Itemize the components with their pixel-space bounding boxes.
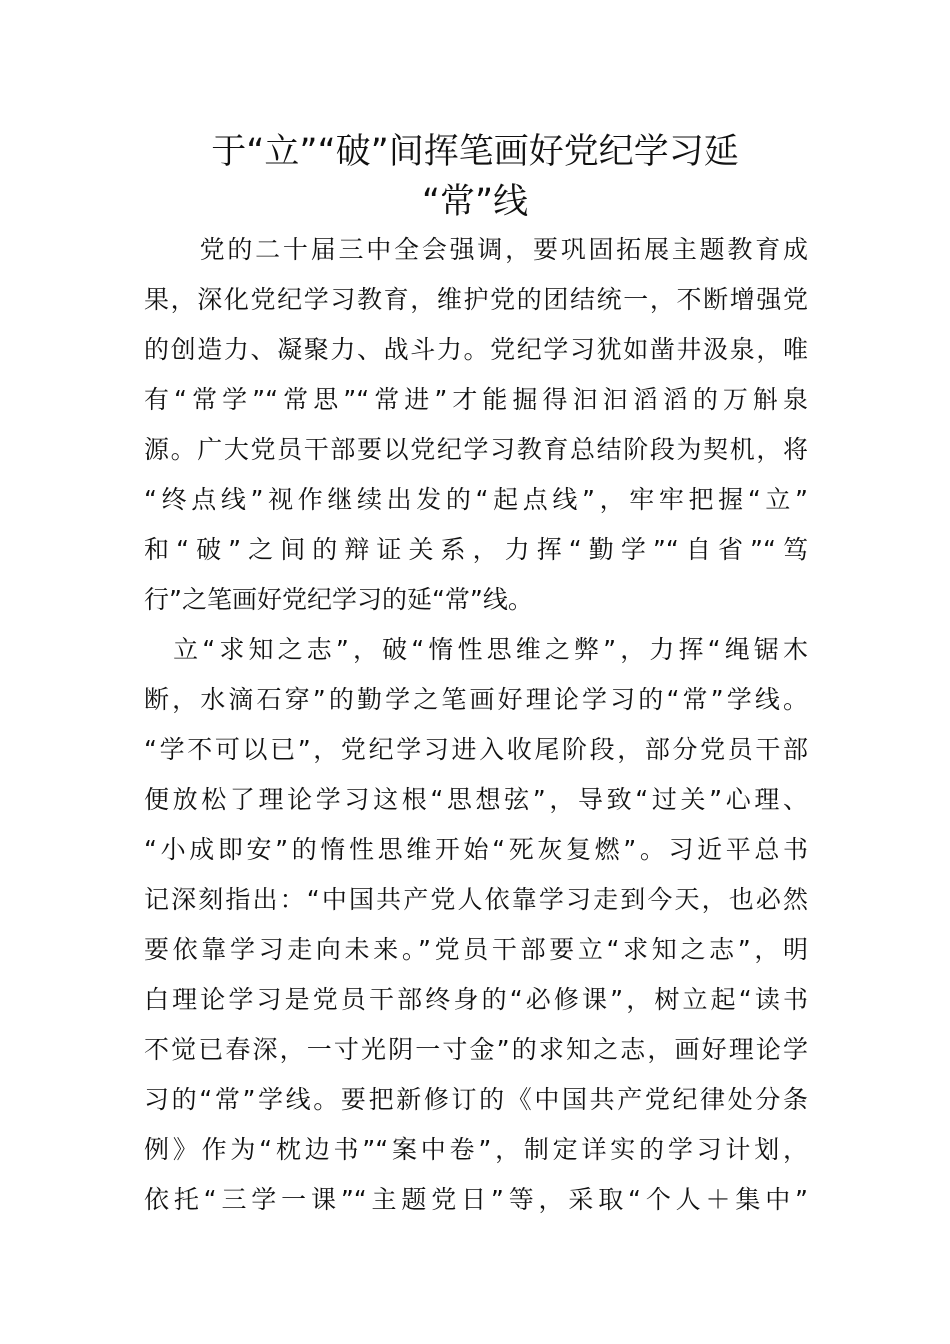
document-title-line-2: “常”线 xyxy=(421,182,529,222)
body-text-line: 要依靠学习走向未来。”党员干部要立“求知之志”，明 xyxy=(144,935,808,964)
body-text-line: 党的二十届三中全会强调，要巩固拓展主题教育成 xyxy=(144,235,808,264)
body-text-line: 记深刻指出：“中国共产党人依靠学习走到今天，也必然 xyxy=(144,885,808,914)
body-text-line: 依托“三学一课”“主题党日”等，采取“个人＋集中” xyxy=(144,1185,808,1214)
document-title-line-1: 于“立”“破”间挥笔画好党纪学习延 xyxy=(211,132,739,172)
body-text-line: “学不可以已”，党纪学习进入收尾阶段，部分党员干部 xyxy=(144,735,808,764)
body-text-line: 行”之笔画好党纪学习的延“常”线。 xyxy=(144,585,533,614)
body-text-line: 习的“常”学线。要把新修订的《中国共产党纪律处分条 xyxy=(144,1085,808,1114)
body-text-line: 立“求知之志”，破“惰性思维之弊”，力挥“绳锯木 xyxy=(144,635,808,664)
body-text-line: 和“破”之间的辩证关系，力挥“勤学”“自省”“笃 xyxy=(144,535,808,564)
body-text-line: 例》作为“枕边书”“案中卷”，制定详实的学习计划， xyxy=(144,1135,808,1164)
body-text-line: 白理论学习是党员干部终身的“必修课”，树立起“读书 xyxy=(144,985,808,1014)
body-text-line: 便放松了理论学习这根“思想弦”，导致“过关”心理、 xyxy=(144,785,808,814)
body-text-line: 源。广大党员干部要以党纪学习教育总结阶段为契机，将 xyxy=(144,435,808,464)
body-text-line: 的创造力、凝聚力、战斗力。党纪学习犹如凿井汲泉，唯 xyxy=(144,335,808,364)
body-text-line: 断，水滴石穿”的勤学之笔画好理论学习的“常”学线。 xyxy=(144,685,808,714)
body-text-line: “终点线”视作继续出发的“起点线”，牢牢把握“立” xyxy=(144,485,808,514)
body-text-line: “小成即安”的惰性思维开始“死灰复燃”。习近平总书 xyxy=(144,835,808,864)
body-text-line: 不觉已春深，一寸光阴一寸金”的求知之志，画好理论学 xyxy=(144,1035,808,1064)
body-text-line: 有“常学”“常思”“常进”才能掘得汩汩滔滔的万斛泉 xyxy=(144,385,808,414)
body-text-line: 果，深化党纪学习教育，维护党的团结统一，不断增强党 xyxy=(144,285,808,314)
